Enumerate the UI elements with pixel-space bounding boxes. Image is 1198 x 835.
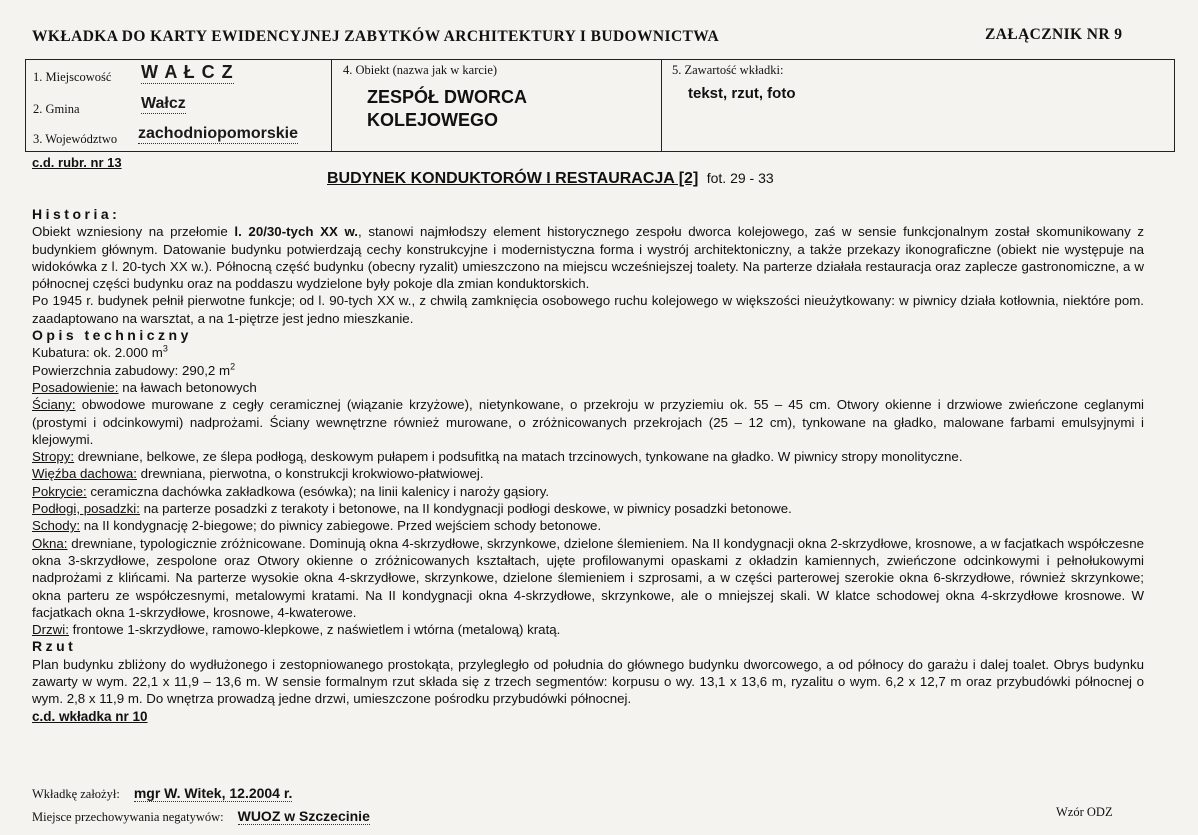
- cd-wkladka: c.d. wkładka nr 10: [32, 708, 148, 724]
- historia-paragraph-1: Obiekt wzniesiony na przełomie l. 20/30-tych XX w., stanowi najmłodszy element historycznego zespołu dworca kolejowego, zaś w sensie funkcjonalnym został skomunikowany z budynkiem głównym. Datowanie budynku potwierdzają cechy konstrukcyjne i modernistyczna forma i wystrój architektoniczny, a także przekazy ikonograficzne (obiekt nie występuje na widokówka z l. 20-tych XX w.). Północną część budynku (obecny ryzalit) umieszczono na miejscu wcześniejszej toalety. Na parterze działała restauracja oraz zaplecze gastronomiczne, a w północnej części budynku oraz na poddaszu wydzielone były pokoje dla zmian konduktorskich.: [32, 224, 1145, 292]
- opis-item: Więźba dachowa: drewniana, pierwotna, o konstrukcji krokwiowo-płatwiowej.: [32, 466, 484, 482]
- author-value: mgr W. Witek, 12.2004 r.: [133, 785, 293, 801]
- obiekt-value: [367, 86, 527, 132]
- historia-paragraph-2: Po 1945 r. budynek pełnił pierwotne funkcje; od l. 90-tych XX w., z chwilą zamknięcia osobowego ruchu kolejowego w większości nieużytkowany: w piwnicy działa kotłownia, niektóre pom. zaadaptowano na warsztat, a na 1-piętrze jest jedno mieszkanie.: [32, 293, 1144, 326]
- section-title: [327, 170, 774, 188]
- opis-item: Drzwi: frontowe 1-skrzydłowe, ramowo-klepkowe, z naświetlem i wtórna (metalową) kratą.: [32, 622, 561, 638]
- kubatura: Kubatura: ok. 2.000 $m^3$: [32, 343, 168, 361]
- document-body: [32, 206, 1144, 725]
- form-header: [0, 28, 1198, 52]
- obiekt-label: 4. Obiekt (nazwa jak w karcie): [343, 63, 498, 77]
- negatives-label: Miejsce przechowywania negatywów:: [32, 810, 224, 824]
- rzut-paragraph: Plan budynku zbliżony do wydłużonego i zestopniowanego prostokąta, przylegległo od południa do głównego budynku dworcowego, a od północy do garażu i dalej toalet. Obrys budynku zawarty w wym. 22,1 x 11,9 – 13,6 m. W sensie formalnym rzut składa się z trzech segmentów: korpusu o wy. 13,1 x 13,6 m, ryzalitu o wym. 6,2 x 12,7 m oraz przybudówki północnej o wym. 2,8 x 11,9 m. Do wnętrza prowadzą jedne drzwi, umieszczone pośrodku przybudówki północnej.: [32, 656, 1144, 707]
- opis-item: Podłogi, posadzki: na parterze posadzki z terakoty i betonowe, na II kondygnacji podłogi deskowe, w piwnicy posadzki betonowe.: [32, 501, 792, 517]
- zawartosc-value: tekst, rzut, foto: [688, 85, 796, 102]
- wojewodztwo-value: zachodniopomorskie: [138, 125, 299, 142]
- gmina-value: Wałcz: [141, 95, 186, 112]
- author-line: [32, 785, 292, 803]
- zawartosc-label: 5. Zawartość wkładki:: [672, 63, 784, 77]
- negatives-value: WUOZ w Szczecinie: [237, 808, 370, 824]
- negatives-line: [32, 808, 370, 826]
- powierzchnia: Powierzchnia zabudowy: 290,2 $m^2$: [32, 361, 236, 378]
- form-pattern: Wzór ODZ: [1056, 805, 1113, 819]
- building-name: BUDYNEK KONDUKTORÓW I RESTAURACJA [2]: [327, 170, 699, 187]
- miejscowosc-value: W A Ł C Z: [141, 62, 234, 82]
- opis-item: Stropy: drewniane, belkowe, ze ślepa podłogą, deskowym pułapem i podsufitką na matach trzcinowych, tynkowane na gładko. W piwnicy stropy monolityczne.: [32, 449, 963, 465]
- wojewodztwo-label: 3. Województwo: [33, 132, 118, 146]
- miejscowosc-label: 1. Miejscowość: [33, 70, 112, 84]
- opis-item: Ściany: obwodowe murowane z cegły ceramicznej (wiązanie krzyżowe), nietynkowane, o przekroju w przyziemiu ok. 55 – 45 cm. Otwory okienne i drzwiowe zwieńczone ceglanymi (prostymi i odcinkowymi) nadprożami. Ściany wewnętrzne również murowane, o zróżnicowanych przekrojach (25 – 12 cm), tynkowane na gładko, malowane farbami emulsyjnymi i klejowymi.: [32, 397, 1144, 447]
- rzut-heading: Rzut: [32, 638, 77, 655]
- gmina-label: 2. Gmina: [33, 102, 80, 116]
- opis-item: Okna: drewniane, typologicznie zróżnicowane. Dominują okna 4-skrzydłowe, skrzynkowe, dzielone ślemieniem. Na II kondygnacji okna 2-skrzydłowe, krosnowe, a w facjatkach współczesne okna 3-skrzydłowe, zespolone oraz Otwory okienne o zróżnicowanych kształtach, ujęte profilowanymi opaskami z okładzin kamiennych, zwieńczone odcinkowymi i pełnołukowymi nadprożami z klińcami. Na parterze wysokie okna 4-skrzydłowe, skrzynkowe, dzielone ślemieniem i szprosami, a w części parterowej szerokie okna 6-skrzydłowe, również skrzynkowe; okna parteru ze współczesnymi, metalowymi kratami. Na II kondygnacji okna 4-skrzydłowe, skrzynkowe, ale o mniejszej skali. W klatce schodowej okna 4-skrzydłowe krosnowe. W facjatkach okna 1-skrzydłowe, krosnowe, 4-kwaterowe.: [32, 535, 1144, 620]
- photo-ref: fot. 29 - 33: [706, 170, 774, 186]
- identification-box: [25, 59, 1175, 152]
- obiekt-line2: KOLEJOWEGO: [367, 110, 499, 130]
- cd-rubr: c.d. rubr. nr 13: [32, 155, 122, 170]
- obiekt-line1: ZESPÓŁ DWORCA: [367, 87, 527, 107]
- attachment-number: ZAŁĄCZNIK NR 9: [985, 26, 1123, 43]
- divider: [661, 60, 662, 151]
- opis-item: Schody: na II kondygnację 2-biegowe; do piwnicy zabiegowe. Przed wejściem schody betonowe.: [32, 518, 602, 534]
- historia-heading: Historia:: [32, 206, 121, 222]
- divider: [331, 60, 332, 151]
- opis-item: Pokrycie: ceramiczna dachówka zakładkowa (esówka); na linii kalenicy i naroży gąsiory.: [32, 483, 550, 499]
- opis-item: Posadowienie: na ławach betonowych: [32, 379, 257, 395]
- author-label: Wkładkę założył:: [32, 787, 120, 801]
- form-title: WKŁADKA DO KARTY EWIDENCYJNEJ ZABYTKÓW ARCHITEKTURY I BUDOWNICTWA: [32, 28, 720, 45]
- opis-heading: Opis techniczny: [32, 327, 192, 344]
